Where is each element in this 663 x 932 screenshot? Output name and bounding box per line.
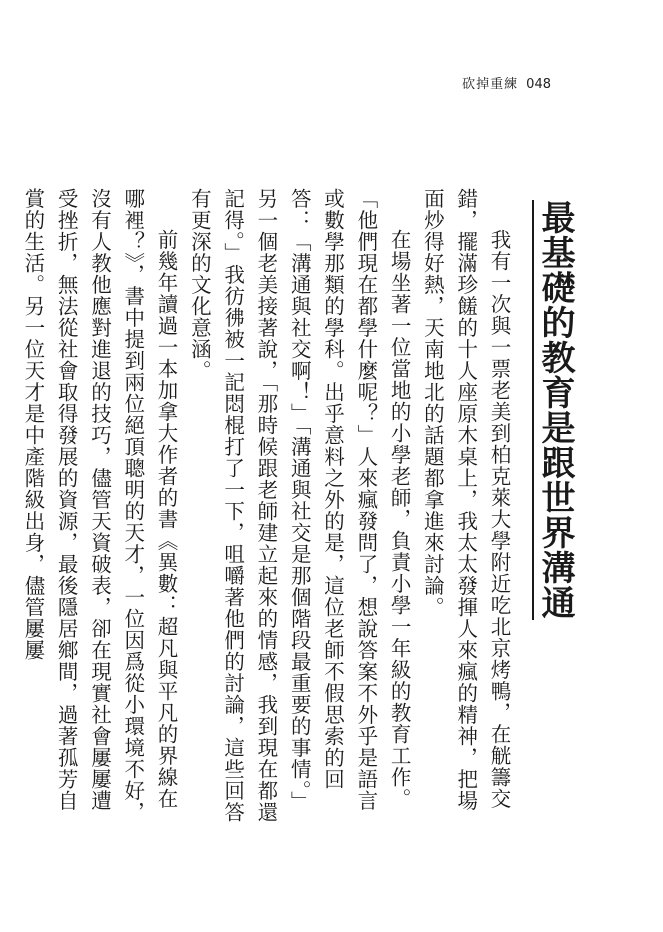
paragraph-3: 前幾年讀過一本加拿大作者的書《異數：超凡與平凡的界線在哪裡？》，書中提到兩位絕頂聰明的天才，一位因爲從小環境不好，沒有人教他應對進退的技巧，儘管天資破表，卻在現實社會屢屢遭受挫折，無法從社會取得發展的資源，最後隱居鄉間，過著孤芳自賞的生活。另一位天才是中產階級出身，儘管屢屢	[20, 188, 179, 823]
chapter-title	[532, 200, 578, 620]
body-text	[20, 188, 515, 824]
page-number: 048	[526, 77, 551, 92]
chapter-title-text: 最基礎的教育是跟世界溝通	[535, 200, 575, 620]
running-header	[462, 73, 551, 92]
paragraph-1: 我有一次與一票老美到柏克萊大學附近吃北京烤鴨，在觥籌交錯，擺滿珍饈的十人座原木桌上，我太太發揮人來瘋的精神，把場面炒得好熱，天南地北的話題都拿進來討論。	[420, 188, 511, 812]
book-title: 砍掉重練	[462, 77, 519, 92]
chapter-title-underline	[532, 200, 534, 620]
paragraph-2: 在場坐著一位當地的小學老師，負責小學一年級的教育工作。「他們現在都學什麼呢？」人來瘋發問了，想說答案不外乎是語言或數學那類的學科。出乎意料之外的是，這位老師不假思索的回答：「溝通與社交啊！」「溝通與社交是那個階段最重要的事情。」另一個老美接著說，「那時候跟老師建立起來的情感，我到現在都還記得。」我彷彿被一記悶棍打了一下，咀嚼著他們的討論，這些回答有更深的文化意涵。	[187, 188, 412, 823]
